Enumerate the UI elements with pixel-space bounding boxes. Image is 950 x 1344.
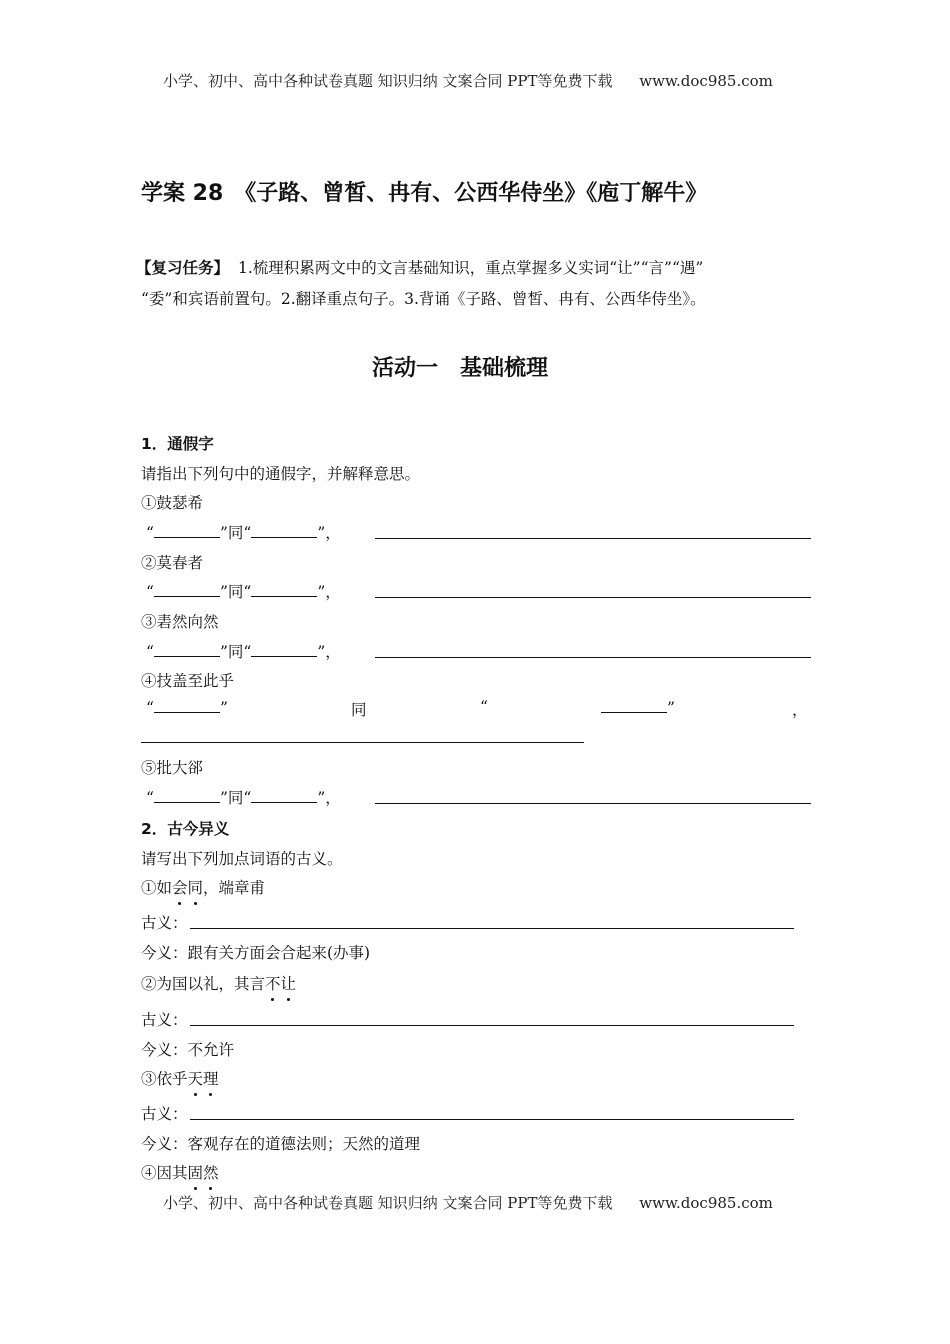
blank-char[interactable] <box>154 523 220 538</box>
modern-meaning-1: 今义：跟有关方面会合起来(办事) <box>141 944 371 962</box>
tongjiazi-answer-row-2: “ ”同“ ”， <box>146 583 341 601</box>
review-task-line1 <box>136 256 703 281</box>
blank-char[interactable] <box>154 582 220 597</box>
answer-line-meaning-3[interactable] <box>375 657 811 658</box>
quote-open-4: “ <box>480 698 488 716</box>
activity-title: 活动一 基础梳理 <box>372 356 549 381</box>
dotted-word-char: 理 <box>203 1067 219 1089</box>
gujin-item-4: ④因其固然 <box>141 1161 219 1183</box>
review-task-label: 【复习任务】 <box>136 259 230 277</box>
comma-4: ， <box>792 701 808 719</box>
page-footer <box>163 1192 773 1213</box>
gujin-item-2: ②为国以礼，其言不让 <box>141 972 296 994</box>
blank-char[interactable] <box>154 698 220 713</box>
dotted-word-char: 同 <box>188 876 204 898</box>
blank-orig[interactable] <box>251 642 317 657</box>
blank-orig[interactable] <box>251 582 317 597</box>
section-tongjiazi-heading: 1．通假字 <box>141 435 214 453</box>
gu-answer-line-1[interactable] <box>190 928 794 929</box>
review-task-line2: “委”和宾语前置句。2.翻译重点句子。3.背诵《子路、曾皙、冉有、公西华侍坐》。 <box>141 290 706 308</box>
answer-line-meaning-5[interactable] <box>375 803 811 804</box>
dotted-word-char: 固 <box>188 1161 204 1183</box>
section-tongjiazi-instruction: 请指出下列句中的通假字，并解释意思。 <box>141 465 421 483</box>
tongjiazi-item-5: ⑤批大郤 <box>141 759 204 777</box>
dotted-word-char: 然 <box>203 1161 219 1183</box>
tongjiazi-item-4: ④技盖至此乎 <box>141 672 235 690</box>
page-header <box>163 70 773 91</box>
dotted-word-char: 让 <box>281 972 297 994</box>
modern-meaning-3: 今义：客观存在的道德法则；天然的道理 <box>141 1135 421 1153</box>
tongjiazi-answer-row-4a: “ ” <box>146 699 228 717</box>
header-url[interactable]: www.doc985.com <box>639 72 773 90</box>
dotted-word-char: 会 <box>172 876 188 898</box>
tongjiazi-answer-row-1: “ ”同“ ”， <box>146 524 341 542</box>
gu-label-1: 古义： <box>141 914 188 932</box>
tongjiazi-answer-row-5: “ ”同“ ”， <box>146 789 341 807</box>
blank-char[interactable] <box>154 788 220 803</box>
section-gujin-instruction: 请写出下列加点词语的古义。 <box>141 850 343 868</box>
gujin-item-3: ③依乎天理 <box>141 1067 219 1089</box>
tongjiazi-answer-row-4b: ” <box>601 698 675 717</box>
tongjiazi-answer-row-3: “ ”同“ ”， <box>146 643 341 661</box>
modern-meaning-2: 今义：不允许 <box>141 1041 235 1059</box>
page-title: 学案 28 《子路、曾皙、冉有、公西华侍坐》《庖丁解牛》 <box>141 181 708 206</box>
footer-url[interactable]: www.doc985.com <box>639 1194 773 1212</box>
gu-label-2: 古义： <box>141 1011 188 1029</box>
answer-line-meaning-4[interactable] <box>141 742 584 743</box>
blank-orig[interactable] <box>251 523 317 538</box>
section-gujin-heading: 2．古今异义 <box>141 820 230 838</box>
blank-orig[interactable] <box>251 788 317 803</box>
tongjiazi-item-2: ②莫春者 <box>141 554 204 572</box>
same-as-4: 同 <box>351 701 367 719</box>
answer-line-meaning-2[interactable] <box>375 597 811 598</box>
tongjiazi-item-1: ①鼓瑟希 <box>141 494 204 512</box>
dotted-word-char: 天 <box>188 1067 204 1089</box>
dotted-word-char: 不 <box>265 972 281 994</box>
review-task-text1: 1.梳理积累两文中的文言基础知识，重点掌握多义实词“让”“言”“遇” <box>237 259 704 277</box>
blank-orig[interactable] <box>601 698 667 713</box>
footer-text: 小学、初中、高中各种试卷真题 知识归纳 文案合同 PPT等免费下载 <box>163 1194 613 1212</box>
gu-answer-line-2[interactable] <box>190 1025 794 1026</box>
blank-char[interactable] <box>154 642 220 657</box>
header-text: 小学、初中、高中各种试卷真题 知识归纳 文案合同 PPT等免费下载 <box>163 72 613 90</box>
tongjiazi-item-3: ③砉然向然 <box>141 613 219 631</box>
answer-line-meaning-1[interactable] <box>375 538 811 539</box>
gujin-item-1: ①如会同，端章甫 <box>141 876 265 898</box>
gu-label-3: 古义： <box>141 1105 188 1123</box>
gu-answer-line-3[interactable] <box>190 1119 794 1120</box>
